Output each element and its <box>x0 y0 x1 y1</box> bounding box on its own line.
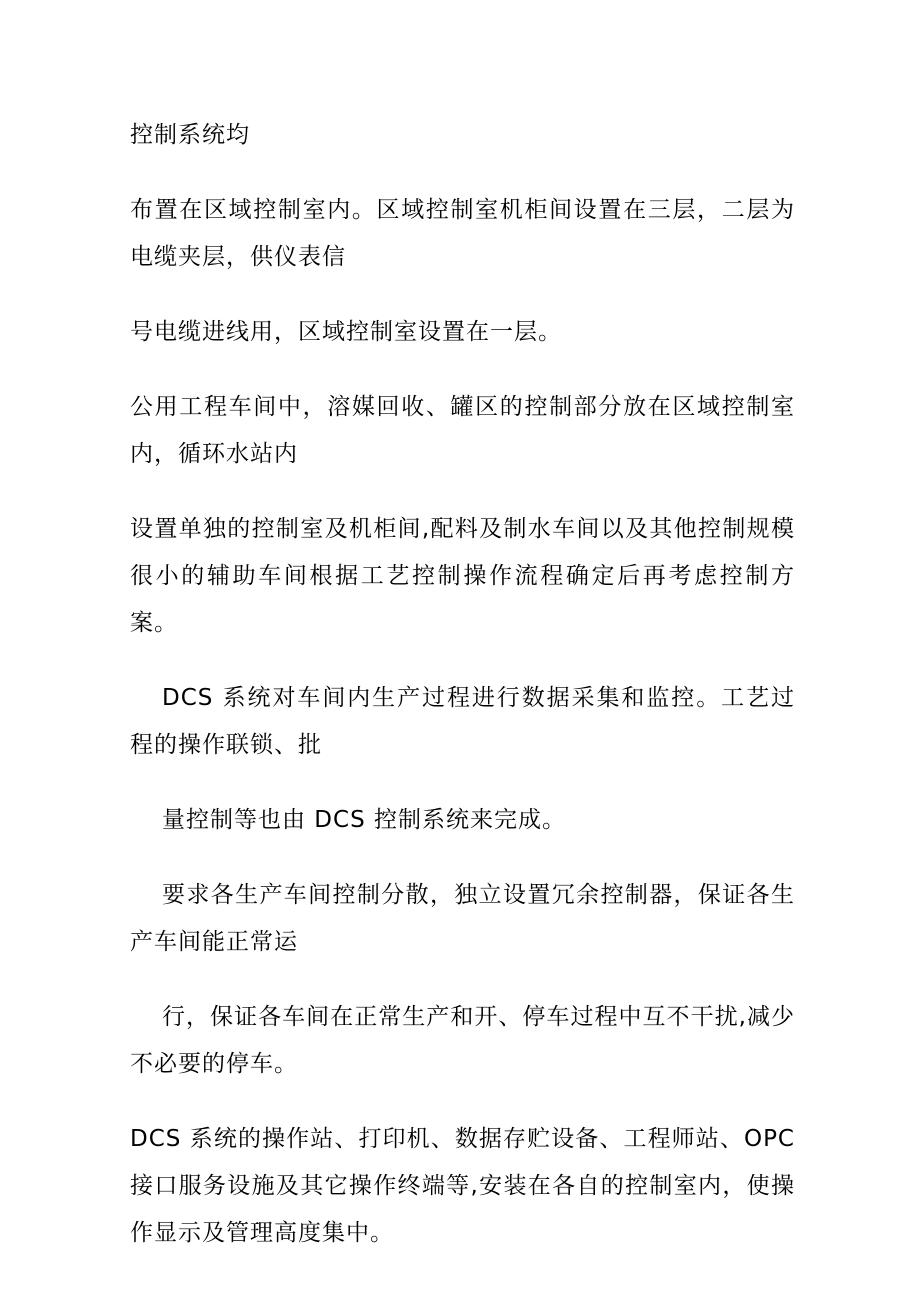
paragraph-10: DCS 系统的操作站、打印机、数据存贮设备、工程师站、OPC 接口服务设施及其它操作终端等,安装在各自的控制室内，使操作显示及管理高度集中。 <box>130 1126 804 1246</box>
paragraph-7: 量控制等也由 DCS 控制系统来完成。 <box>162 807 566 833</box>
paragraph-2: 布置在区域控制室内。区域控制室机柜间设置在三层，二层为电缆夹层，供仪表信 <box>130 197 795 270</box>
paragraph-4: 公用工程车间中，溶媒回收、罐区的控制部分放在区域控制室内，循环水站内 <box>130 394 795 467</box>
paragraph-1: 控制系统均 <box>130 122 250 148</box>
paragraph-6: DCS 系统对车间内生产过程进行数据采集和监控。工艺过程的操作联锁、批 <box>130 685 795 758</box>
paragraph-8: 要求各生产车间控制分散，独立设置冗余控制器，保证各生产车间能正常运 <box>130 882 795 955</box>
paragraph-5: 设置单独的控制室及机柜间,配料及制水车间以及其他控制规模很小的辅助车间根据工艺控制操作流程确定后再考虑控制方案。 <box>130 516 795 636</box>
document-page <box>130 112 804 1257</box>
paragraph-9: 行，保证各车间在正常生产和开、停车过程中互不干扰,减少不必要的停车。 <box>130 1004 795 1077</box>
paragraph-3: 号电缆进线用，区域控制室设置在一层。 <box>130 319 562 345</box>
